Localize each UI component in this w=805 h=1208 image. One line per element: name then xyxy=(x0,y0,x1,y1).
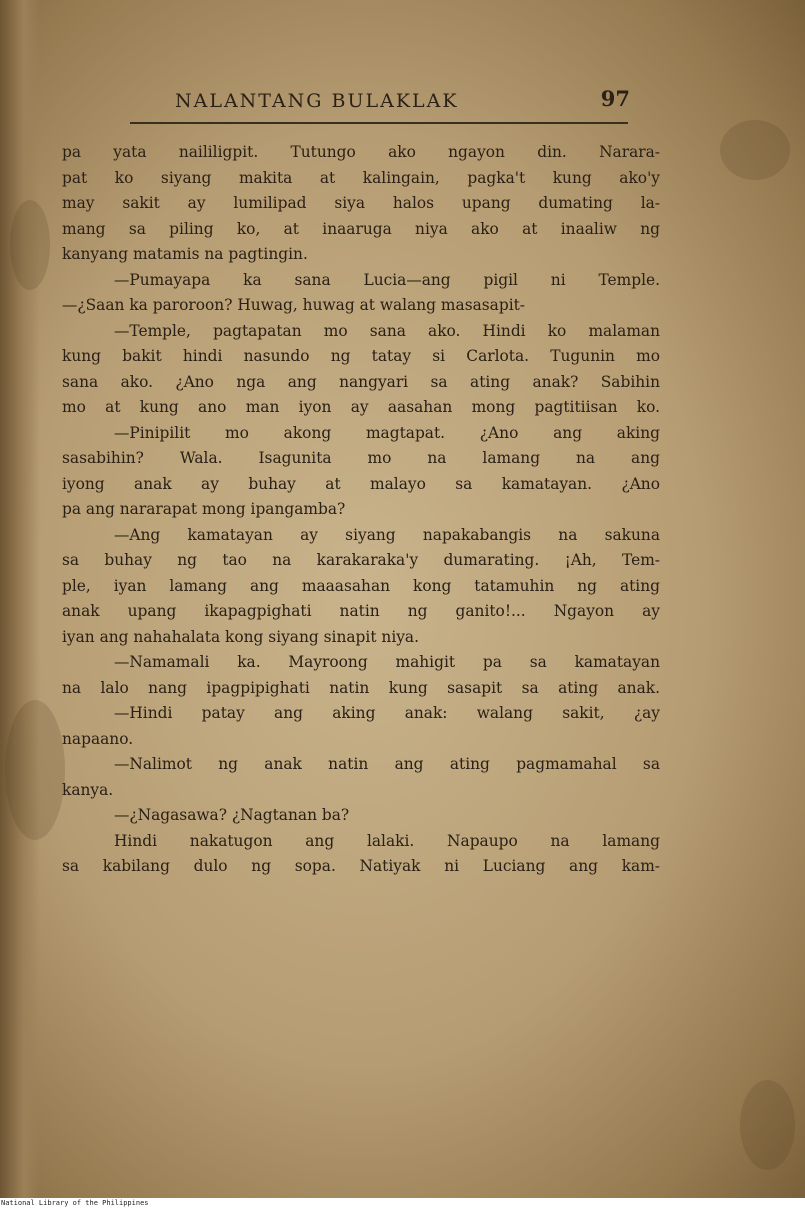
running-title: NALANTANG BULAKLAK xyxy=(175,90,459,112)
paper-stain xyxy=(5,700,65,840)
text-line: —Ang kamatayan ay siyang napakabangis na sakuna xyxy=(114,525,660,544)
text-line: pat ko siyang makita at kalingain, pagka't kung ako'y xyxy=(62,168,660,187)
body-text xyxy=(62,140,660,880)
text-line: —Nalimot ng anak natin ang ating pagmamahal sa xyxy=(114,755,660,773)
paper-stain xyxy=(740,1080,795,1170)
text-line: napaano. xyxy=(62,729,134,748)
text-line: pa yata naililigpit. Tutungo ako ngayon din. Narara- xyxy=(62,143,660,161)
text-line: iyan ang nahahalata kong siyang sinapit niya. xyxy=(62,627,419,646)
text-line: iyong anak ay buhay at malayo sa kamatayan. ¿Ano xyxy=(62,474,660,493)
text-line: —¿Saan ka paroroon? Huwag, huwag at walang masasapit- xyxy=(62,296,526,314)
paper-stain xyxy=(10,200,50,290)
page-spine-shadow xyxy=(0,0,40,1198)
text-line: sa buhay ng tao na karakaraka'y dumarating. ¡Ah, Tem- xyxy=(62,551,660,569)
text-line: —Temple, pagtapatan mo sana ako. Hindi ko malaman xyxy=(114,321,660,340)
text-line: —Hindi patay ang aking anak: walang sakit, ¿ay xyxy=(114,704,660,722)
text-line: —Pinipilit mo akong magtapat. ¿Ano ang aking xyxy=(114,423,660,442)
text-line: na lalo nang ipagpipighati natin kung sasapit sa ating anak. xyxy=(62,678,660,697)
page-number: 97 xyxy=(600,86,630,111)
text-line: —Namamali ka. Mayroong mahigit pa sa kamatayan xyxy=(114,653,660,671)
text-line: Hindi nakatugon ang lalaki. Napaupo na lamang xyxy=(114,831,660,850)
text-line: kanyang matamis na pagtingin. xyxy=(62,245,308,263)
paper-stain xyxy=(720,120,790,180)
text-line: may sakit ay lumilipad siya halos upang dumating la- xyxy=(62,194,660,212)
text-line: mang sa piling ko, at inaaruga niya ako at inaaliw ng xyxy=(62,219,660,238)
text-line: —¿Nagasawa? ¿Nagtanan ba? xyxy=(114,806,350,824)
text-line: —Pumayapa ka sana Lucia—ang pigil ni Temple. xyxy=(114,270,660,289)
text-line: sa kabilang dulo ng sopa. Natiyak ni Luciang ang kam- xyxy=(62,857,660,875)
library-credit: National Library of the Philippines xyxy=(1,1199,149,1207)
text-line: anak upang ikapagpighati natin ng ganito!... Ngayon ay xyxy=(62,602,660,620)
text-line: mo at kung ano man iyon ay aasahan mong pagtitiisan ko. xyxy=(62,398,660,416)
page-header xyxy=(150,86,630,120)
text-line: kung bakit hindi nasundo ng tatay si Carlota. Tugunin mo xyxy=(62,347,660,365)
text-line: pa ang nararapat mong ipangamba? xyxy=(62,500,346,518)
text-line: kanya. xyxy=(62,780,114,799)
text-line: sana ako. ¿Ano nga ang nangyari sa ating anak? Sabihin xyxy=(62,372,660,391)
text-line: ple, iyan lamang ang maaasahan kong tatamuhin ng ating xyxy=(62,576,660,595)
text-line: sasabihin? Wala. Isagunita mo na lamang na ang xyxy=(62,449,660,467)
header-rule xyxy=(130,122,628,124)
